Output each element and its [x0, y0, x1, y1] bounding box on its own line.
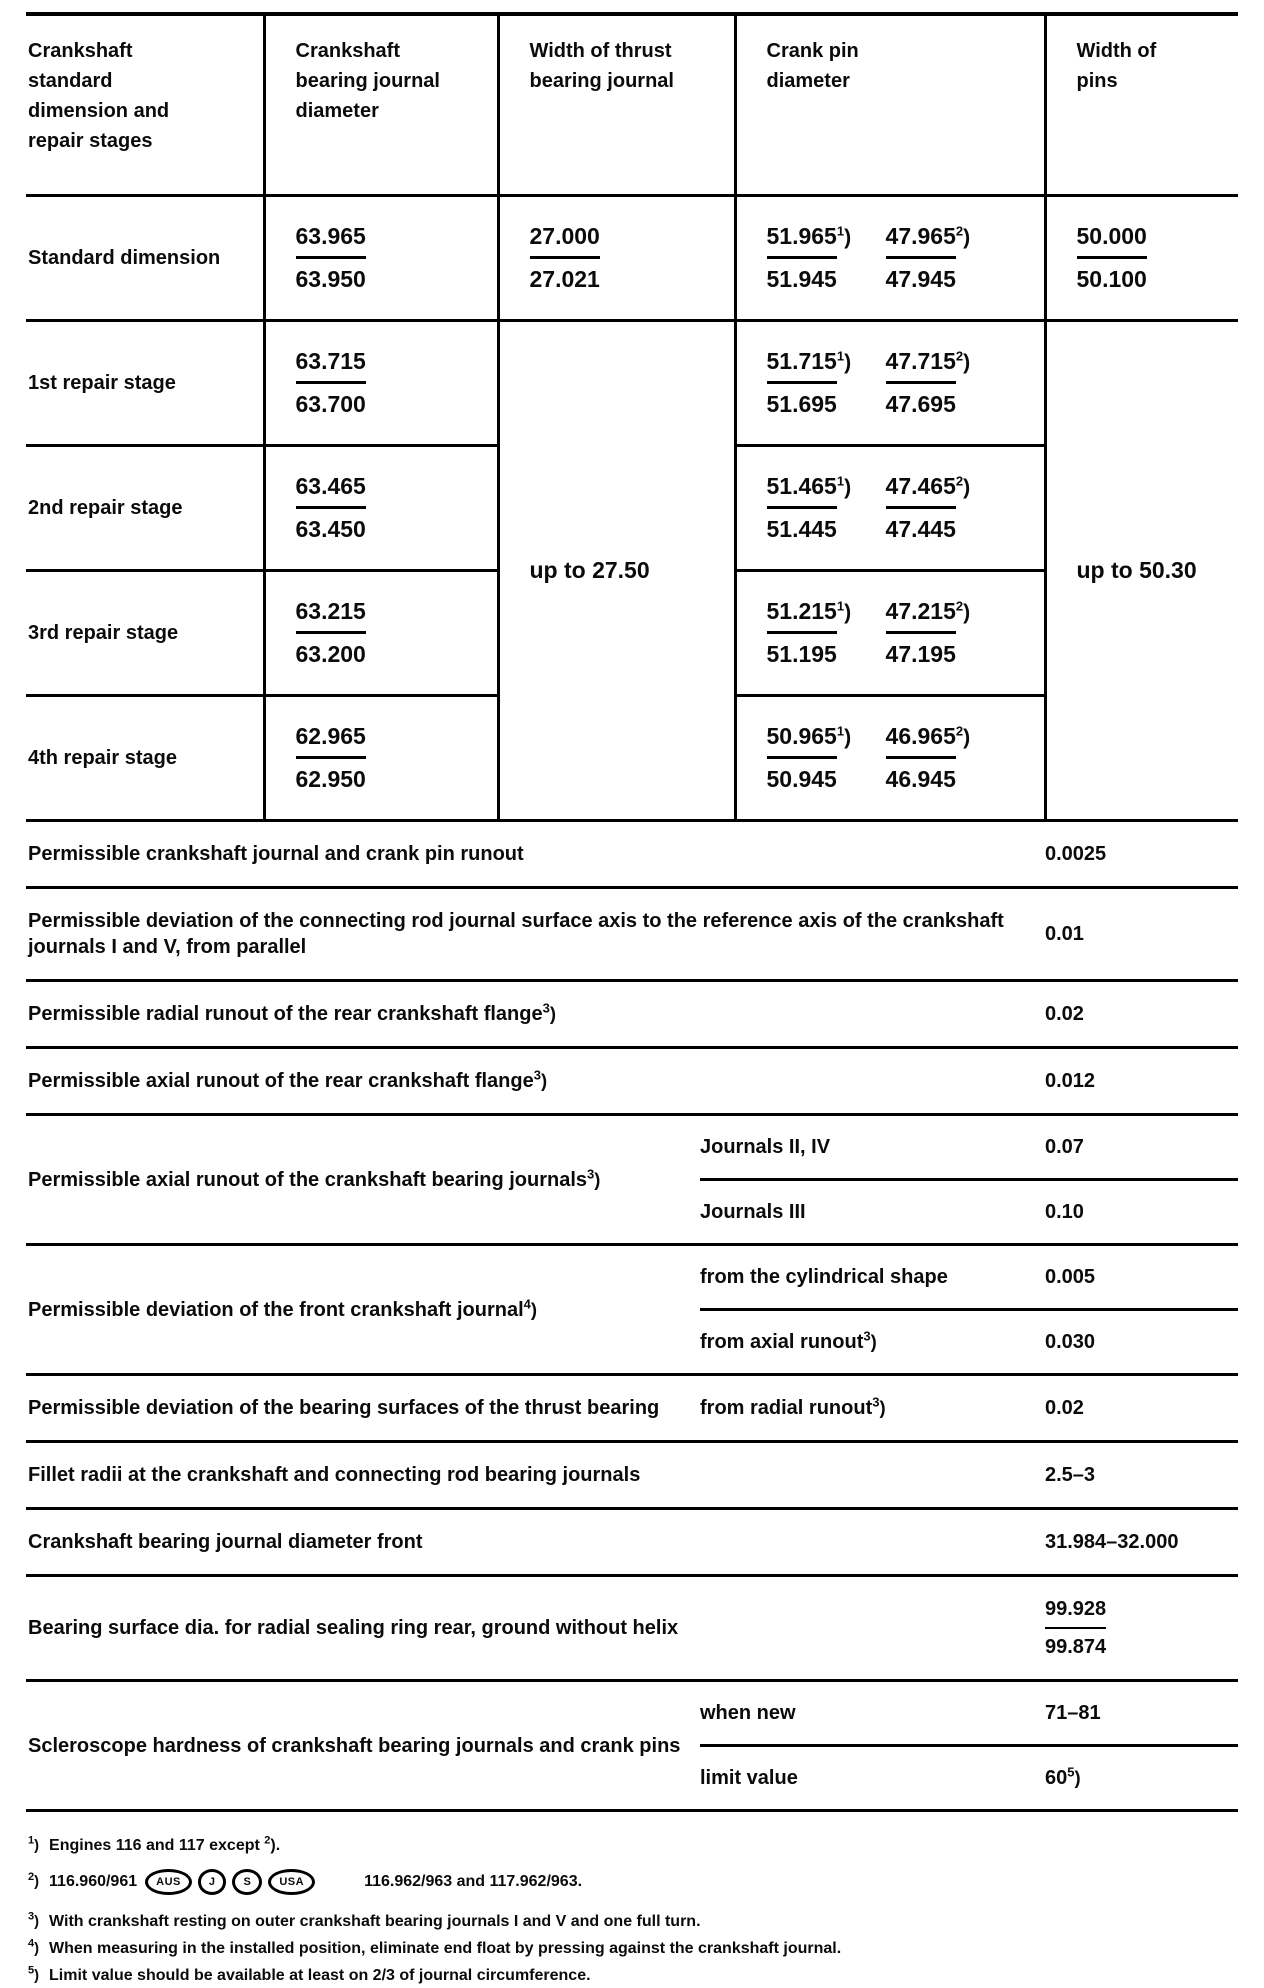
spec-sublabel: limit value	[700, 1767, 798, 1789]
country-badge-j: J	[198, 1869, 227, 1895]
footnotes	[26, 1834, 1238, 1988]
spec-row-runout	[26, 819, 1238, 886]
dimension-fraction: 46.965$^2$) 46.945	[885, 723, 971, 792]
spec-row-sealing-ring-surface	[26, 1574, 1238, 1679]
dimension-fraction: 63.715 63.700	[295, 348, 366, 417]
table-row-standard	[26, 196, 1238, 321]
dimension-fraction: 51.215$^1$) 51.195	[766, 598, 852, 667]
header-thrust-bearing-width: Width of thrust bearing journal	[498, 14, 735, 196]
pin-width-cell	[1045, 196, 1238, 321]
dimension-fraction: 47.215$^2$) 47.195	[885, 598, 971, 667]
spec-subrow	[700, 1178, 1238, 1243]
bearing-journal-cell	[264, 196, 498, 321]
spec-subrow	[700, 1116, 1238, 1178]
spec-value: 2.5–3	[1045, 1464, 1096, 1486]
spec-subrows	[700, 1246, 1238, 1373]
spec-subrows	[700, 1116, 1238, 1243]
header-bearing-journal-diameter: Crankshaft bearing journal diameter	[264, 14, 498, 196]
spec-row-scleroscope-hardness	[26, 1679, 1238, 1809]
spec-label: Crankshaft bearing journal diameter front	[28, 1531, 423, 1553]
dimension-fraction: 47.465$^2$) 47.445	[885, 473, 971, 542]
spec-row-axial-runout-bearing-journals	[26, 1113, 1238, 1243]
spec-value: $60^5$)	[1045, 1764, 1081, 1789]
dimension-fraction: 27.000 27.021	[529, 223, 600, 292]
header-repair-stages: Crankshaft standard dimension and repair stages	[28, 40, 170, 152]
footnote-2: $^2$) 116.960/961 AUS J S USA 116.962/963 and 117.962/963.	[28, 1869, 1238, 1895]
header-width-of-pins: Width of pins	[1045, 14, 1238, 196]
dimension-fraction: 51.965$^1$) 51.945	[766, 223, 852, 292]
spec-value: 0.030	[1045, 1331, 1096, 1353]
dimension-fraction: 51.465$^1$) 51.445	[766, 473, 852, 542]
pin-width-merged-cell: up to 50.30	[1045, 321, 1238, 820]
spec-label: Permissible crankshaft journal and crank pin runout	[28, 843, 524, 865]
row-label: 1st repair stage	[28, 371, 176, 394]
spec-subrow	[700, 1682, 1238, 1744]
dimension-fraction: 47.965$^2$) 47.945	[885, 223, 971, 292]
spec-row-conrod-parallel	[26, 886, 1238, 979]
bearing-journal-cell	[264, 321, 498, 446]
spec-label: Permissible deviation of the connecting rod journal surface axis to the reference axis of the crankshaft journals I and V, from parallel	[28, 910, 1004, 958]
crank-pin-cell	[735, 196, 1045, 321]
spec-value	[1045, 1596, 1238, 1660]
row-label: 2nd repair stage	[28, 496, 183, 519]
spec-label: Fillet radii at the crankshaft and connecting rod bearing journals	[28, 1464, 641, 1486]
spec-value: 0.02	[1045, 1003, 1084, 1025]
bearing-journal-cell	[264, 446, 498, 571]
spec-row-axial-runout-rear-flange	[26, 1046, 1238, 1113]
spec-sublabel: Journals II, IV	[700, 1136, 831, 1158]
dimension-fraction: 63.465 63.450	[295, 473, 366, 542]
spec-subrow	[700, 1308, 1238, 1373]
footnote-4: $^4$) When measuring in the installed position, eliminate end float by pressing against the crankshaft journal.	[28, 1937, 842, 1957]
crank-pin-cell	[735, 571, 1045, 696]
thrust-width-cell	[498, 196, 735, 321]
spec-subrows	[700, 1682, 1238, 1809]
bearing-journal-cell	[264, 571, 498, 696]
dimension-fraction: 63.215 63.200	[295, 598, 366, 667]
spec-sublabel: when new	[700, 1702, 796, 1724]
dimension-fraction: 99.928 99.874	[1045, 1598, 1107, 1658]
spec-value: 0.012	[1045, 1070, 1096, 1092]
spec-subrow	[700, 1744, 1238, 1809]
dimension-fraction: 51.715$^1$) 51.695	[766, 348, 852, 417]
spec-label: Permissible axial runout of the crankshaft bearing journals$^3$)	[28, 1165, 601, 1191]
footnote-3: $^3$) With crankshaft resting on outer crankshaft bearing journals I and V and one full turn.	[28, 1910, 701, 1930]
spec-value: 31.984–32.000	[1045, 1531, 1179, 1553]
table-header-row	[26, 14, 1238, 196]
spec-value: 0.10	[1045, 1201, 1084, 1223]
row-label: 4th repair stage	[28, 746, 177, 769]
row-label: Standard dimension	[28, 246, 221, 269]
spec-row-thrust-bearing-surfaces	[26, 1373, 1238, 1440]
header-crank-pin-diameter: Crank pin diameter	[735, 14, 1045, 196]
crank-pin-cell	[735, 321, 1045, 446]
row-label: 3rd repair stage	[28, 621, 179, 644]
spec-label: Permissible axial runout of the rear crankshaft flange$^3$)	[28, 1067, 548, 1092]
spec-label: Permissible deviation of the bearing surfaces of the thrust bearing	[28, 1397, 660, 1419]
country-badge-s: S	[232, 1869, 262, 1895]
spec-label: Permissible deviation of the front crankshaft journal$^4$)	[28, 1295, 538, 1321]
spec-sublabel: from the cylindrical shape	[700, 1266, 948, 1288]
country-badge-aus: AUS	[145, 1869, 192, 1895]
spec-label: Scleroscope hardness of crankshaft bearing journals and crank pins	[28, 1734, 681, 1757]
crank-pin-cell	[735, 696, 1045, 820]
footnote-5: $^5$) Limit value should be available at least on 2/3 of journal circumference.	[28, 1964, 591, 1984]
spec-value: 0.07	[1045, 1136, 1084, 1158]
spec-label: Permissible radial runout of the rear crankshaft flange$^3$)	[28, 1000, 556, 1025]
footnote-1: $^1$) Engines 116 and 117 except $^2$).	[28, 1834, 281, 1854]
thrust-width-merged-cell: up to 27.50	[498, 321, 735, 820]
bearing-journal-cell	[264, 696, 498, 820]
spec-value: 71–81	[1045, 1702, 1101, 1724]
spec-value: 0.01	[1045, 923, 1084, 945]
spec-row-radial-runout-rear-flange	[26, 979, 1238, 1046]
spec-subrow	[700, 1246, 1238, 1308]
spec-row-fillet-radii	[26, 1440, 1238, 1507]
dimension-fraction: 50.965$^1$) 50.945	[766, 723, 852, 792]
spec-row-front-journal-diameter	[26, 1507, 1238, 1574]
dimension-fraction: 62.965 62.950	[295, 723, 366, 792]
dimension-fraction: 47.715$^2$) 47.695	[885, 348, 971, 417]
spec-sublabel: from axial runout$^3$)	[700, 1328, 877, 1353]
dimension-fraction: 50.000 50.100	[1076, 223, 1147, 292]
spec-value: 0.0025	[1045, 843, 1107, 865]
spec-value: 0.005	[1045, 1266, 1096, 1288]
tolerance-spec-list	[26, 819, 1238, 1812]
crank-pin-cell	[735, 446, 1045, 571]
country-badge-usa: USA	[268, 1869, 315, 1895]
dimension-fraction: 63.965 63.950	[295, 223, 366, 292]
spec-sublabel: from radial runout$^3$)	[700, 1394, 886, 1419]
spec-value: 0.02	[1045, 1397, 1084, 1419]
crankshaft-dimension-table	[26, 12, 1238, 819]
spec-sublabel: Journals III	[700, 1201, 806, 1223]
spec-label: Bearing surface dia. for radial sealing ring rear, ground without helix	[28, 1617, 679, 1639]
spec-row-front-journal-deviation	[26, 1243, 1238, 1373]
table-row-repair-1	[26, 321, 1238, 446]
